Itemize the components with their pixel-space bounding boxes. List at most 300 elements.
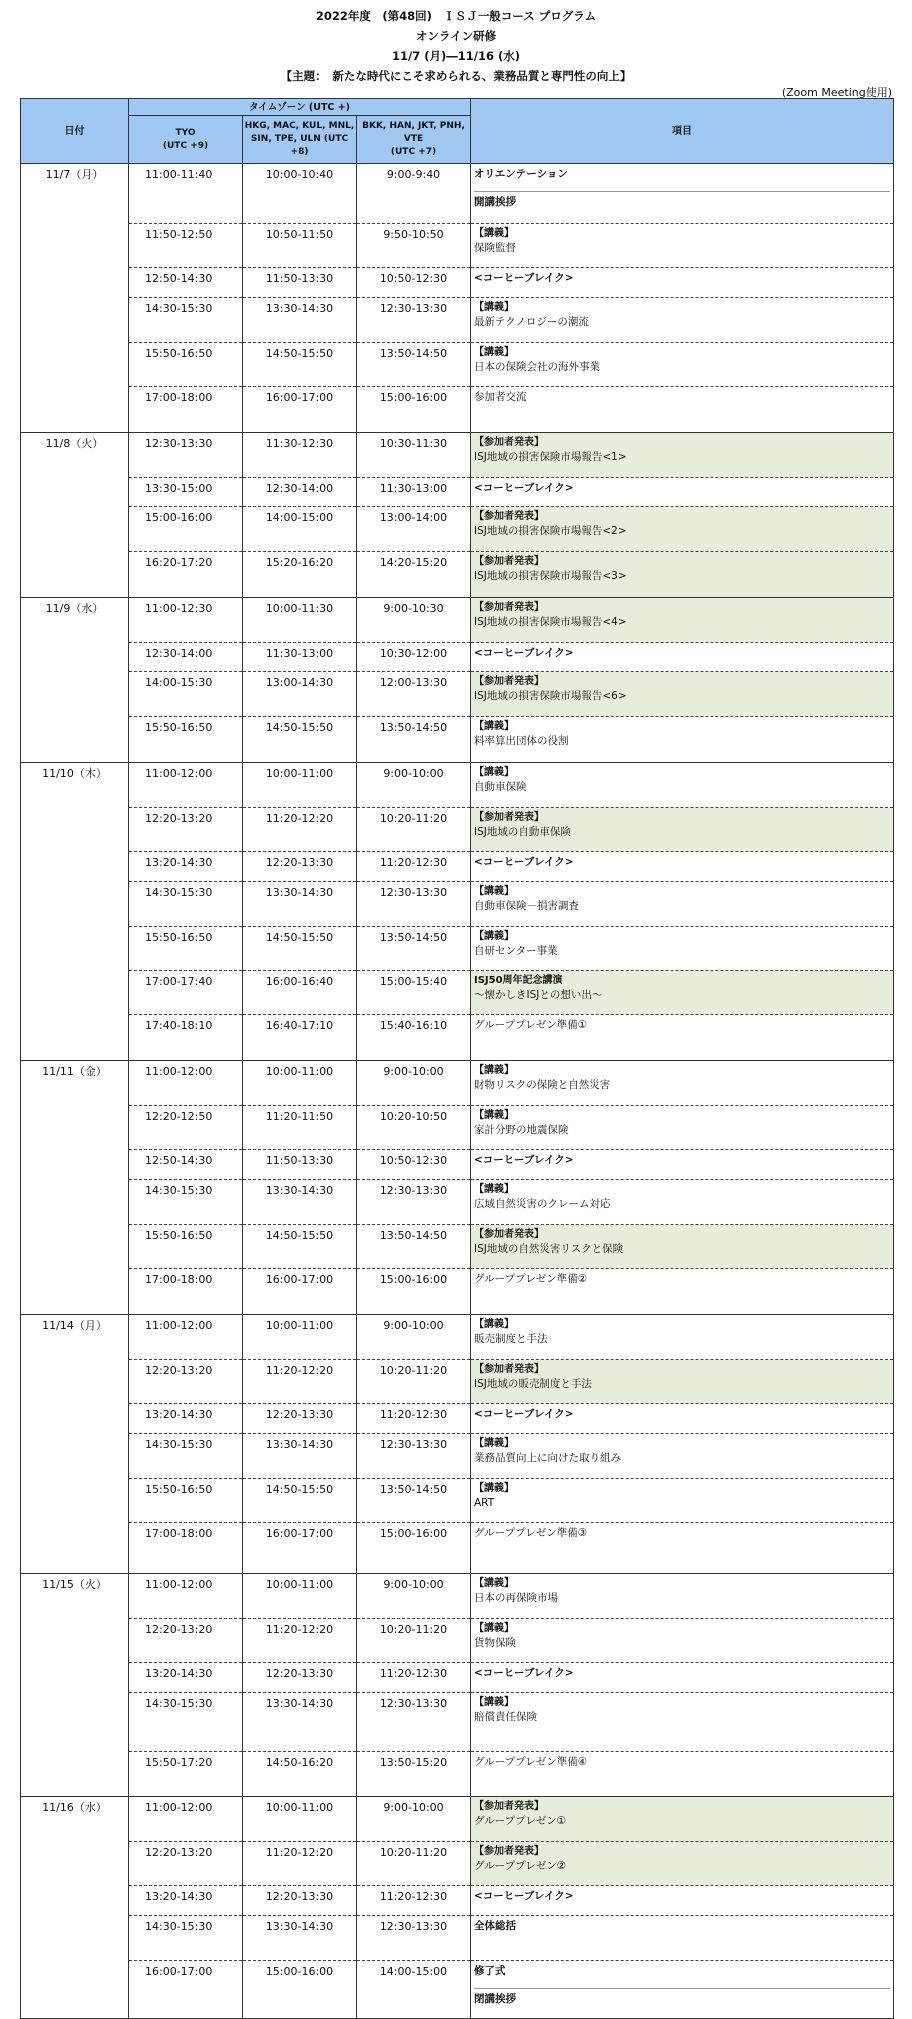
bkk-time: 9:50-10:50	[357, 224, 470, 268]
session-item	[471, 1015, 893, 1060]
hkg-time: 11:50-13:30	[243, 1150, 356, 1180]
date-header: 日付	[21, 99, 129, 164]
day-row	[21, 1315, 894, 1574]
bkk-time: 9:00-10:00	[357, 1315, 470, 1360]
day-row	[21, 598, 894, 763]
session-title: 自動車保険	[474, 781, 527, 793]
session-slot	[471, 1886, 893, 1916]
session-slot	[471, 927, 893, 971]
hkg-time: 10:00-11:00	[243, 1061, 356, 1106]
bkk-time: 13:50-14:50	[379, 721, 448, 734]
hkg-time: 10:00-11:00	[243, 1315, 356, 1360]
session-title: ISJ地域の自動車保険	[474, 826, 571, 838]
bkk-time: 14:20-15:20	[379, 556, 448, 569]
item-column	[471, 1315, 894, 1574]
tyo-time: 17:40-18:10	[145, 1019, 213, 1032]
item-column	[471, 1574, 894, 1797]
tyo-column	[129, 164, 243, 433]
hkg-time: 10:00-10:40	[243, 164, 356, 224]
hkg-time: 11:30-12:30	[243, 433, 356, 478]
session-item	[471, 298, 893, 342]
opening-closing-remarks: 開講挨拶	[474, 191, 890, 209]
tyo-time: 17:00-18:00	[145, 391, 213, 404]
session-slot	[471, 1752, 893, 1796]
session-label: 【参加者発表】	[474, 437, 544, 448]
schedule-table	[20, 98, 894, 2019]
bkk-time: 10:20-10:50	[357, 1106, 470, 1150]
tyo-time: 16:20-17:20	[145, 556, 213, 569]
session-item	[471, 672, 893, 716]
session-title: 広域自然災害のクレーム対応	[474, 1198, 611, 1210]
tyo-time: 13:20-14:30	[129, 1663, 242, 1693]
timezone-header: タイムゾーン (UTC +)	[129, 99, 471, 116]
session-label: 【講義】	[474, 302, 514, 313]
session-slot	[471, 1663, 893, 1693]
tyo-time: 17:00-18:00	[145, 1527, 213, 1540]
session-item	[471, 882, 893, 926]
item-header: 項目	[471, 99, 894, 164]
session-slot	[471, 552, 893, 597]
tyo-time: 12:20-13:20	[129, 808, 242, 852]
session-slot	[471, 1693, 893, 1752]
session-title: ～懐かしきISJとの想い出～	[474, 989, 603, 1001]
bkk-time: 15:00-16:00	[379, 1527, 448, 1540]
hkg-time: 13:30-14:30	[243, 1693, 356, 1752]
session-item	[471, 1574, 893, 1618]
session-label: 【講義】	[474, 721, 514, 732]
bkk-time: 14:00-15:00	[379, 1965, 448, 1978]
session-label: 【講義】	[474, 1184, 514, 1195]
session-title: 料率算出団体の役割	[474, 735, 569, 747]
hkg-time: 13:30-14:30	[243, 298, 356, 343]
session-title: 業務品質向上に向けた取り組み	[474, 1452, 621, 1464]
hkg-time: 10:00-11:00	[243, 1574, 356, 1619]
bkk-column	[357, 1797, 471, 2019]
tyo-time: 16:00-17:00	[145, 1965, 213, 1978]
bkk-time: 12:30-13:30	[357, 882, 470, 927]
session-title: 日本の保険会社の海外事業	[474, 361, 600, 373]
hkg-column	[243, 1061, 357, 1315]
tyo-time: 17:00-18:00	[145, 1273, 213, 1286]
tyo-column	[129, 1315, 243, 1574]
session-item	[471, 1269, 893, 1314]
session-title: <コーヒーブレイク>	[474, 1408, 574, 1420]
session-label: 【参加者発表】	[474, 556, 544, 567]
session-title: ART	[474, 1497, 495, 1509]
session-label: 【参加者発表】	[474, 511, 544, 522]
session-slot	[471, 717, 893, 762]
tyo-time: 13:30-15:00	[129, 478, 242, 507]
hkg-time: 13:30-14:30	[243, 1180, 356, 1225]
hkg-time: 14:50-16:20	[265, 1756, 334, 1769]
date-cell: 11/14（月）	[21, 1315, 129, 1574]
session-slot	[471, 478, 893, 507]
session-title: 修了式	[474, 1965, 506, 1977]
hkg-time: 13:00-14:30	[243, 672, 356, 717]
hkg-time: 12:20-13:30	[243, 1663, 356, 1693]
session-item	[471, 1150, 893, 1179]
session-slot	[471, 1842, 893, 1886]
tyo-time: 13:20-14:30	[129, 852, 242, 882]
session-title: グループプレゼン②	[474, 1860, 567, 1872]
tyo-time: 15:50-16:50	[129, 343, 242, 387]
session-slot	[471, 1404, 893, 1434]
bkk-time: 12:00-13:30	[357, 672, 470, 717]
session-item	[471, 268, 893, 297]
hkg-time: 12:30-14:00	[243, 478, 356, 507]
hkg-time: 12:20-13:30	[243, 1886, 356, 1916]
tyo-column	[129, 433, 243, 598]
session-label: 【講義】	[474, 1578, 514, 1589]
session-label: 【講義】	[474, 1065, 514, 1076]
bkk-time: 11:20-12:30	[357, 1663, 470, 1693]
program-subtitle: オンライン研修	[415, 29, 497, 43]
tyo-time: 11:00-12:00	[129, 763, 242, 808]
hkg-column	[243, 1315, 357, 1574]
session-title: ISJ地域の損害保険市場報告<4>	[474, 616, 627, 628]
bkk-time: 11:30-13:00	[357, 478, 470, 507]
session-title: グループプレゼン準備④	[474, 1756, 588, 1768]
session-item	[471, 1916, 893, 1960]
program-theme: 【主題： 新たな時代にこそ求められる、業務品質と専門性の向上】	[280, 69, 632, 83]
session-label: 【講義】	[474, 1623, 514, 1634]
hkg-time: 14:00-15:00	[243, 507, 356, 552]
session-label: 【講義】	[474, 886, 514, 897]
session-slot	[471, 971, 893, 1015]
session-title: <コーヒーブレイク>	[474, 482, 574, 494]
date-cell: 11/7（月）	[21, 164, 129, 433]
session-label: 【講義】	[474, 767, 514, 778]
session-item	[471, 1752, 893, 1796]
bkk-time: 10:20-11:20	[357, 1842, 470, 1886]
session-item	[471, 1619, 893, 1662]
session-title: 保険監督	[474, 242, 516, 254]
bkk-time: 9:00-10:30	[357, 598, 470, 643]
tyo-time: 17:00-17:40	[129, 971, 242, 1015]
session-slot	[471, 1106, 893, 1150]
hkg-time: 14:50-15:50	[243, 343, 356, 387]
hkg-column	[243, 763, 357, 1061]
session-title: 家計分野の地震保険	[474, 1124, 569, 1136]
session-item	[471, 1360, 893, 1403]
hkg-time: 11:50-13:30	[243, 268, 356, 298]
session-item	[471, 1663, 893, 1692]
session-slot	[471, 808, 893, 852]
bkk-time: 12:30-13:30	[357, 298, 470, 343]
bkk-column	[357, 1061, 471, 1315]
session-item	[471, 1404, 893, 1433]
bkk-time: 12:30-13:30	[357, 1693, 470, 1752]
session-title: グループプレゼン準備②	[474, 1273, 588, 1285]
session-slot	[471, 1269, 893, 1314]
item-column	[471, 1061, 894, 1315]
bkk-time: 9:00-10:00	[357, 763, 470, 808]
tyo-time: 11:00-12:00	[129, 1797, 242, 1842]
tyo-time: 12:30-13:30	[129, 433, 242, 478]
session-title: 参加者交流	[474, 391, 527, 403]
session-slot	[471, 882, 893, 927]
session-label: 【参加者発表】	[474, 676, 544, 687]
bkk-time: 10:20-11:20	[357, 1360, 470, 1404]
hkg-time: 13:30-14:30	[243, 882, 356, 927]
hkg-column	[243, 598, 357, 763]
tyo-time: 14:00-15:30	[129, 672, 242, 717]
tyo-time: 15:50-16:50	[129, 1479, 242, 1523]
session-item	[471, 1886, 893, 1915]
session-item	[471, 643, 893, 671]
session-label: 【講義】	[474, 1483, 514, 1494]
program-title: 2022年度 (第48回) ＩＳＪ一般コース プログラム	[315, 9, 597, 23]
session-item	[471, 971, 893, 1014]
hkg-time: 11:20-12:20	[243, 808, 356, 852]
session-item	[471, 1961, 893, 2018]
hkg-time: 14:50-15:50	[243, 1479, 356, 1523]
hkg-column	[243, 1574, 357, 1797]
session-title: 日本の再保険市場	[474, 1592, 558, 1604]
session-title: ISJ地域の損害保険市場報告<2>	[474, 525, 627, 537]
hkg-time: 12:20-13:30	[243, 1404, 356, 1434]
tyo-column	[129, 1797, 243, 2019]
session-item	[471, 1479, 893, 1522]
session-title: 賠償責任保険	[474, 1711, 537, 1723]
hkg-time: 16:00-17:00	[265, 1527, 334, 1540]
bkk-column	[357, 1574, 471, 1797]
session-label: 【講義】	[474, 1697, 514, 1708]
date-cell: 11/8（火）	[21, 433, 129, 598]
bkk-time: 10:50-12:30	[357, 1150, 470, 1180]
item-column	[471, 598, 894, 763]
bkk-time: 9:00-10:00	[357, 1574, 470, 1619]
session-slot	[471, 672, 893, 717]
tyo-time: 15:00-16:00	[129, 507, 242, 552]
bkk-time: 12:30-13:30	[357, 1434, 470, 1479]
bkk-time: 15:40-16:10	[379, 1019, 448, 1032]
tyo-time: 12:20-13:20	[129, 1842, 242, 1886]
bkk-column	[357, 1315, 471, 1574]
session-slot	[471, 1574, 893, 1619]
session-item	[471, 343, 893, 386]
session-item	[471, 1106, 893, 1149]
hkg-time: 11:30-13:00	[243, 643, 356, 672]
bkk-time: 13:50-14:50	[357, 1479, 470, 1523]
session-slot	[471, 1061, 893, 1106]
session-title: 財物リスクの保険と自然災害	[474, 1079, 611, 1091]
session-item	[471, 1842, 893, 1885]
tyo-column	[129, 598, 243, 763]
tyo-time: 11:00-12:00	[129, 1315, 242, 1360]
session-item	[471, 1693, 893, 1751]
session-title: 全体総括	[474, 1920, 516, 1932]
session-slot	[471, 1916, 893, 1961]
session-slot	[471, 1150, 893, 1180]
hkg-time: 13:30-14:30	[243, 1434, 356, 1479]
session-item	[471, 1315, 893, 1359]
session-item	[471, 507, 893, 551]
day-row	[21, 433, 894, 598]
session-slot	[471, 164, 893, 224]
session-item	[471, 1061, 893, 1105]
tyo-time: 11:00-12:00	[129, 1574, 242, 1619]
hkg-time: 10:00-11:30	[243, 598, 356, 643]
session-item	[471, 1434, 893, 1478]
hkg-column	[243, 164, 357, 433]
item-column	[471, 433, 894, 598]
session-item	[471, 478, 893, 506]
program-header	[0, 0, 912, 83]
session-slot	[471, 507, 893, 552]
session-item	[471, 598, 893, 642]
session-slot	[471, 343, 893, 387]
session-label: 【参加者発表】	[474, 602, 544, 613]
hkg-time: 14:50-15:50	[243, 1225, 356, 1269]
hkg-time: 14:50-15:50	[243, 927, 356, 971]
session-label: 【参加者発表】	[474, 812, 544, 823]
session-slot	[471, 298, 893, 343]
session-label: ISJ50周年記念講演	[474, 975, 563, 986]
item-column	[471, 763, 894, 1061]
tyo-time: 11:00-12:00	[129, 1061, 242, 1106]
tyo-time: 12:20-12:50	[129, 1106, 242, 1150]
session-title: <コーヒーブレイク>	[474, 1667, 574, 1679]
bkk-time: 13:00-14:00	[357, 507, 470, 552]
session-item	[471, 717, 893, 762]
hkg-column	[243, 433, 357, 598]
hkg-time: 10:00-11:00	[243, 1797, 356, 1842]
hkg-time: 16:00-16:40	[243, 971, 356, 1015]
session-label: 【講義】	[474, 347, 514, 358]
session-item	[471, 1797, 893, 1841]
bkk-column	[357, 433, 471, 598]
session-title: 最新テクノロジーの潮流	[474, 316, 589, 328]
tyo-time: 12:50-14:30	[129, 268, 242, 298]
session-label: 【参加者発表】	[474, 1846, 544, 1857]
session-item	[471, 433, 893, 477]
tyo-time: 14:30-15:30	[129, 1693, 242, 1752]
session-slot	[471, 1434, 893, 1479]
bkk-time: 10:50-12:30	[357, 268, 470, 298]
item-column	[471, 1797, 894, 2019]
session-title: オリエンテーション	[474, 168, 568, 180]
session-item	[471, 1225, 893, 1268]
session-slot	[471, 387, 893, 432]
tyo-time: 11:00-12:30	[129, 598, 242, 643]
session-slot	[471, 852, 893, 882]
session-title: ISJ地域の損害保険市場報告<3>	[474, 570, 627, 582]
opening-closing-remarks: 閉講挨拶	[474, 1988, 890, 2006]
hkg-time: 15:20-16:20	[265, 556, 334, 569]
session-title: <コーヒーブレイク>	[474, 1890, 574, 1902]
tyo-time: 13:20-14:30	[129, 1886, 242, 1916]
day-row	[21, 164, 894, 433]
session-item	[471, 1180, 893, 1224]
bkk-time: 11:20-12:30	[357, 1886, 470, 1916]
tyo-time: 14:30-15:30	[129, 298, 242, 343]
session-item	[471, 224, 893, 267]
session-slot	[471, 268, 893, 298]
tyo-column	[129, 1061, 243, 1315]
date-cell: 11/9（水）	[21, 598, 129, 763]
session-title: グループプレゼン準備③	[474, 1527, 588, 1539]
hkg-time: 11:20-12:20	[243, 1360, 356, 1404]
session-item	[471, 387, 893, 432]
session-item	[471, 1523, 893, 1573]
tyo-time: 15:50-16:50	[129, 927, 242, 971]
hkg-time: 14:50-15:50	[265, 721, 334, 734]
tyo-column	[129, 763, 243, 1061]
date-cell: 11/11（金）	[21, 1061, 129, 1315]
schedule-body	[21, 164, 894, 2019]
tyo-time: 14:30-15:30	[129, 1180, 242, 1225]
tyo-header: TYO (UTC +9)	[129, 116, 243, 164]
date-cell: 11/15（火）	[21, 1574, 129, 1797]
day-row	[21, 1574, 894, 1797]
bkk-header: BKK, HAN, JKT, PNH, VTE (UTC +7)	[357, 116, 471, 164]
session-item	[471, 808, 893, 851]
tyo-time: 15:50-16:50	[129, 1225, 242, 1269]
session-label: 【講義】	[474, 1319, 514, 1330]
session-label: 【講義】	[474, 1438, 514, 1449]
session-slot	[471, 1479, 893, 1523]
session-slot	[471, 1225, 893, 1269]
session-label: 【参加者発表】	[474, 1801, 544, 1812]
session-title: <コーヒーブレイク>	[474, 856, 574, 868]
session-slot	[471, 1619, 893, 1663]
bkk-time: 15:00-16:00	[379, 1273, 448, 1286]
hkg-time: 16:40-17:10	[265, 1019, 334, 1032]
hkg-time: 11:20-12:20	[243, 1619, 356, 1663]
bkk-time: 10:20-11:20	[357, 808, 470, 852]
bkk-time: 9:00-10:00	[357, 1797, 470, 1842]
session-slot	[471, 1797, 893, 1842]
bkk-time: 13:50-14:50	[357, 1225, 470, 1269]
tyo-time: 12:30-14:00	[129, 643, 242, 672]
session-title: <コーヒーブレイク>	[474, 272, 574, 284]
session-title: グループプレゼン①	[474, 1815, 567, 1827]
bkk-column	[357, 598, 471, 763]
bkk-time: 12:30-13:30	[357, 1180, 470, 1225]
tyo-time: 13:20-14:30	[129, 1404, 242, 1434]
session-label: 【講義】	[474, 931, 514, 942]
tyo-time: 11:50-12:50	[129, 224, 242, 268]
day-row	[21, 763, 894, 1061]
bkk-time: 10:20-11:20	[357, 1619, 470, 1663]
session-item	[471, 763, 893, 807]
tyo-time: 11:00-11:40	[129, 164, 242, 224]
session-title: ISJ地域の販売制度と手法	[474, 1378, 592, 1390]
hkg-time: 12:20-13:30	[243, 852, 356, 882]
bkk-time: 11:20-12:30	[357, 852, 470, 882]
session-title: ISJ地域の損害保険市場報告<1>	[474, 451, 627, 463]
session-item	[471, 852, 893, 881]
bkk-time: 10:30-12:00	[357, 643, 470, 672]
tyo-time: 12:20-13:20	[129, 1360, 242, 1404]
bkk-time: 12:30-13:30	[357, 1916, 470, 1961]
hkg-time: 16:00-17:00	[265, 1273, 334, 1286]
session-label: 【参加者発表】	[474, 1364, 544, 1375]
date-cell: 11/10（木）	[21, 763, 129, 1061]
bkk-time: 11:20-12:30	[357, 1404, 470, 1434]
session-slot	[471, 643, 893, 672]
bkk-column	[357, 763, 471, 1061]
session-slot	[471, 763, 893, 808]
tyo-time: 12:20-13:20	[129, 1619, 242, 1663]
session-slot	[471, 224, 893, 268]
session-slot	[471, 1961, 893, 2018]
hkg-header: HKG, MAC, KUL, MNL, SIN, TPE, ULN (UTC +8)	[243, 116, 357, 164]
hkg-time: 13:30-14:30	[243, 1916, 356, 1961]
tyo-time: 15:50-17:20	[145, 1756, 213, 1769]
session-title: 貨物保険	[474, 1637, 516, 1649]
